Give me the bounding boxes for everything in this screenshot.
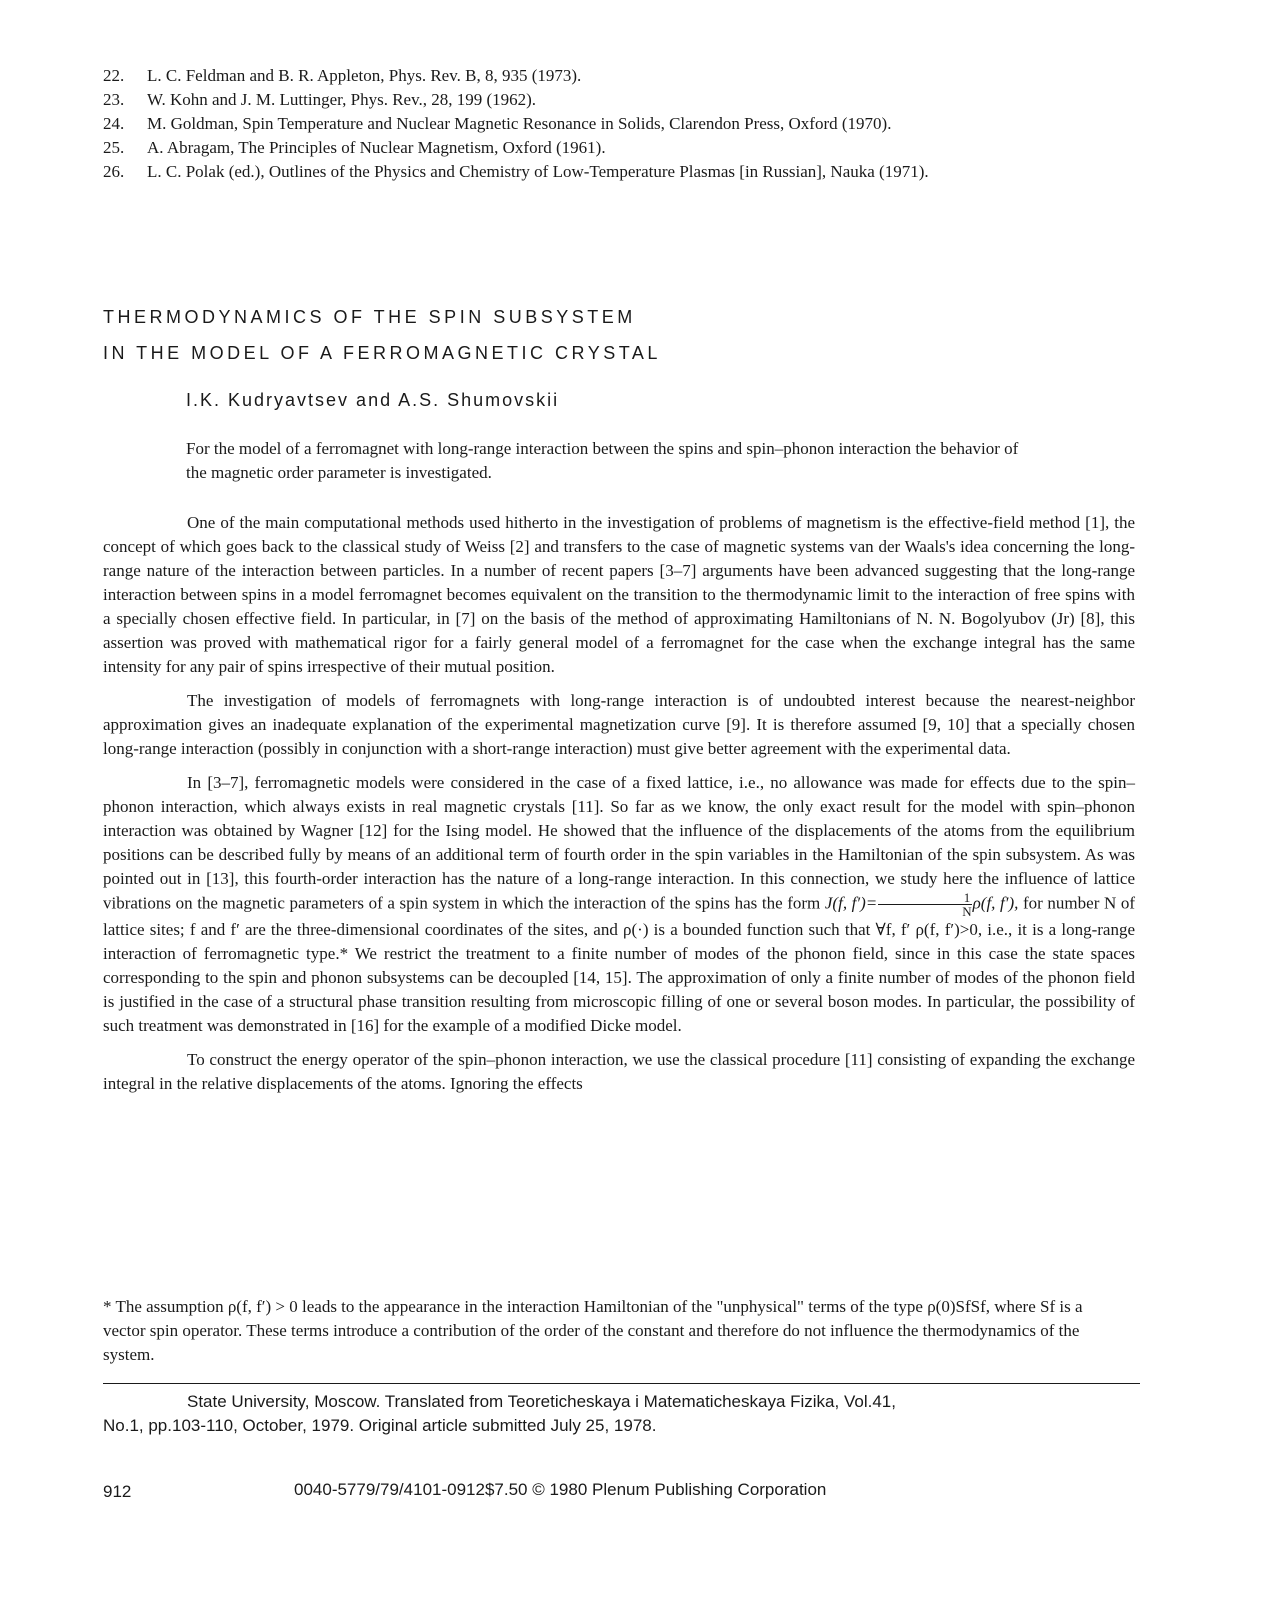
article-body bbox=[103, 511, 1135, 1106]
body-paragraph-1: One of the main computational methods used hitherto in the investigation of problems of magnetism is the effective-field method [1], the concept of which goes back to the classical study of Weiss [2] and transfers to the case of magnetic systems van der Waals's idea concerning the long-range nature of the interaction between particles. In a number of recent papers [3–7] arguments have been advanced suggesting that the long-range interaction between spins in a model ferromagnet becomes equivalent on the transition to the thermodynamic limit to the interaction of free spins with a specially chosen effective field. In particular, in [7] on the basis of the method of approximating Hamiltonians of N. N. Bogolyubov (Jr) [8], this assertion was proved with mathematical rigor for a fairly general model of a ferromagnet for the case when the exchange integral has the same intensity for any pair of spins irrespective of their mutual position. bbox=[103, 513, 1135, 676]
body-paragraph-4: To construct the energy operator of the spin–phonon interaction, we use the classical procedure [11] consisting of expanding the exchange integral in the relative displacements of the atoms. Ignoring the effects bbox=[103, 1050, 1135, 1093]
formula-lhs: J(f, f′)= bbox=[824, 893, 878, 913]
paragraph-3-text-b: for number N of lattice sites; f and f′ are the three-dimensional coordinates of the sites, and ρ(·) is a bounded function such that ∀f, f′ ρ(f, f′)>0, i.e., it is a long-range interaction of ferromagnetic type.* We restrict the treatment to a finite number of modes of the phonon field, since in this case the state spaces corresponding to the spin and phonon subsystems can be decoupled [14, 15]. The approximation of only a finite number of modes of the phonon field is justified in the case of a structural phase transition resulting from microscopic filling of one or several boson modes. In particular, the possibility of such treatment was demonstrated in [16] for the example of a modified Dicke model. bbox=[103, 893, 1135, 1035]
body-paragraph-3 bbox=[103, 771, 1135, 1038]
formula-fraction bbox=[878, 891, 971, 918]
reference-item bbox=[103, 136, 1123, 160]
footer-divider bbox=[103, 1383, 1140, 1384]
fraction-numerator: 1 bbox=[878, 891, 971, 905]
reference-item bbox=[103, 112, 1123, 136]
reference-item bbox=[103, 160, 1123, 184]
article-authors: I.K. Kudryavtsev and A.S. Shumovskii bbox=[186, 390, 560, 410]
reference-text: W. Kohn and J. M. Luttinger, Phys. Rev., 28, 199 (1962). bbox=[147, 90, 537, 109]
article-title-line-2: IN THE MODEL OF A FERROMAGNETIC CRYSTAL bbox=[103, 343, 661, 363]
article-abstract: For the model of a ferromagnet with long-range interaction between the spins and spin–phonon interaction the behavior of the magnetic order parameter is investigated. bbox=[186, 439, 1019, 482]
affiliation-line-2: No.1, pp.103-110, October, 1979. Original article submitted July 25, 1978. bbox=[103, 1416, 657, 1435]
affiliation-line-1: State University, Moscow. Translated from Teoreticheskaya i Matematicheskaya Fizika, Vol.41, bbox=[187, 1392, 896, 1411]
paragraph-3-text-a: In [3–7], ferromagnetic models were considered in the case of a fixed lattice, i.e., no allowance was made for effects due to the spin–phonon interaction, which always exists in real magnetic crystals [11]. So far as we know, the only exact result for the model with spin–phonon interaction was obtained by Wagner [12] for the Ising model. He showed that the influence of the displacements of the atoms from the equilibrium positions can be described fully by means of an additional term of fourth order in the spin variables in the Hamiltonian of the spin subsystem. As was pointed out in [13], this fourth-order interaction has the nature of a long-range interaction. In this connection, we study here the influence of lattice vibrations on the magnetic parameters of a spin system in which the interaction of the spins has the form bbox=[103, 773, 1135, 913]
references-list bbox=[103, 64, 1123, 184]
fraction-denominator: N bbox=[962, 904, 972, 919]
page-number: 912 bbox=[103, 1482, 132, 1501]
reference-item bbox=[103, 88, 1123, 112]
reference-number: 23. bbox=[103, 90, 125, 109]
reference-text: L. C. Polak (ed.), Outlines of the Physics and Chemistry of Low-Temperature Plasmas [in Russian], Nauka (1971). bbox=[147, 162, 929, 181]
reference-text: A. Abragam, The Principles of Nuclear Magnetism, Oxford (1961). bbox=[147, 138, 606, 157]
reference-text: M. Goldman, Spin Temperature and Nuclear Magnetic Resonance in Solids, Clarendon Press, Oxford (1970). bbox=[147, 114, 892, 133]
footnote: * The assumption ρ(f, f′) > 0 leads to the appearance in the interaction Hamiltonian of the "unphysical" terms of the type ρ(0)SfSf, where Sf is a vector spin operator. These terms introduce a contribution of the order of the constant and therefore do not influence the thermodynamics of the system. bbox=[103, 1297, 1083, 1364]
article-title-line-1: THERMODYNAMICS OF THE SPIN SUBSYSTEM bbox=[103, 307, 636, 327]
reference-number: 22. bbox=[103, 66, 125, 85]
body-paragraph-2: The investigation of models of ferromagnets with long-range interaction is of undoubted interest because the nearest-neighbor approximation gives an inadequate explanation of the experimental magnetization curve [9]. It is therefore assumed [9, 10] that a specially chosen long-range interaction (possibly in conjunction with a short-range interaction) must give better agreement with the experimental data. bbox=[103, 691, 1135, 758]
publication-code: 0040-5779/79/4101-0912$7.50 © 1980 Plenum Publishing Corporation bbox=[294, 1480, 827, 1499]
reference-number: 24. bbox=[103, 114, 125, 133]
affiliation-note bbox=[103, 1390, 1123, 1438]
reference-text: L. C. Feldman and B. R. Appleton, Phys. Rev. B, 8, 935 (1973). bbox=[147, 66, 582, 85]
reference-number: 25. bbox=[103, 138, 125, 157]
formula-rhs: ρ(f, f′), bbox=[972, 893, 1019, 913]
reference-item bbox=[103, 64, 1123, 88]
reference-number: 26. bbox=[103, 162, 125, 181]
